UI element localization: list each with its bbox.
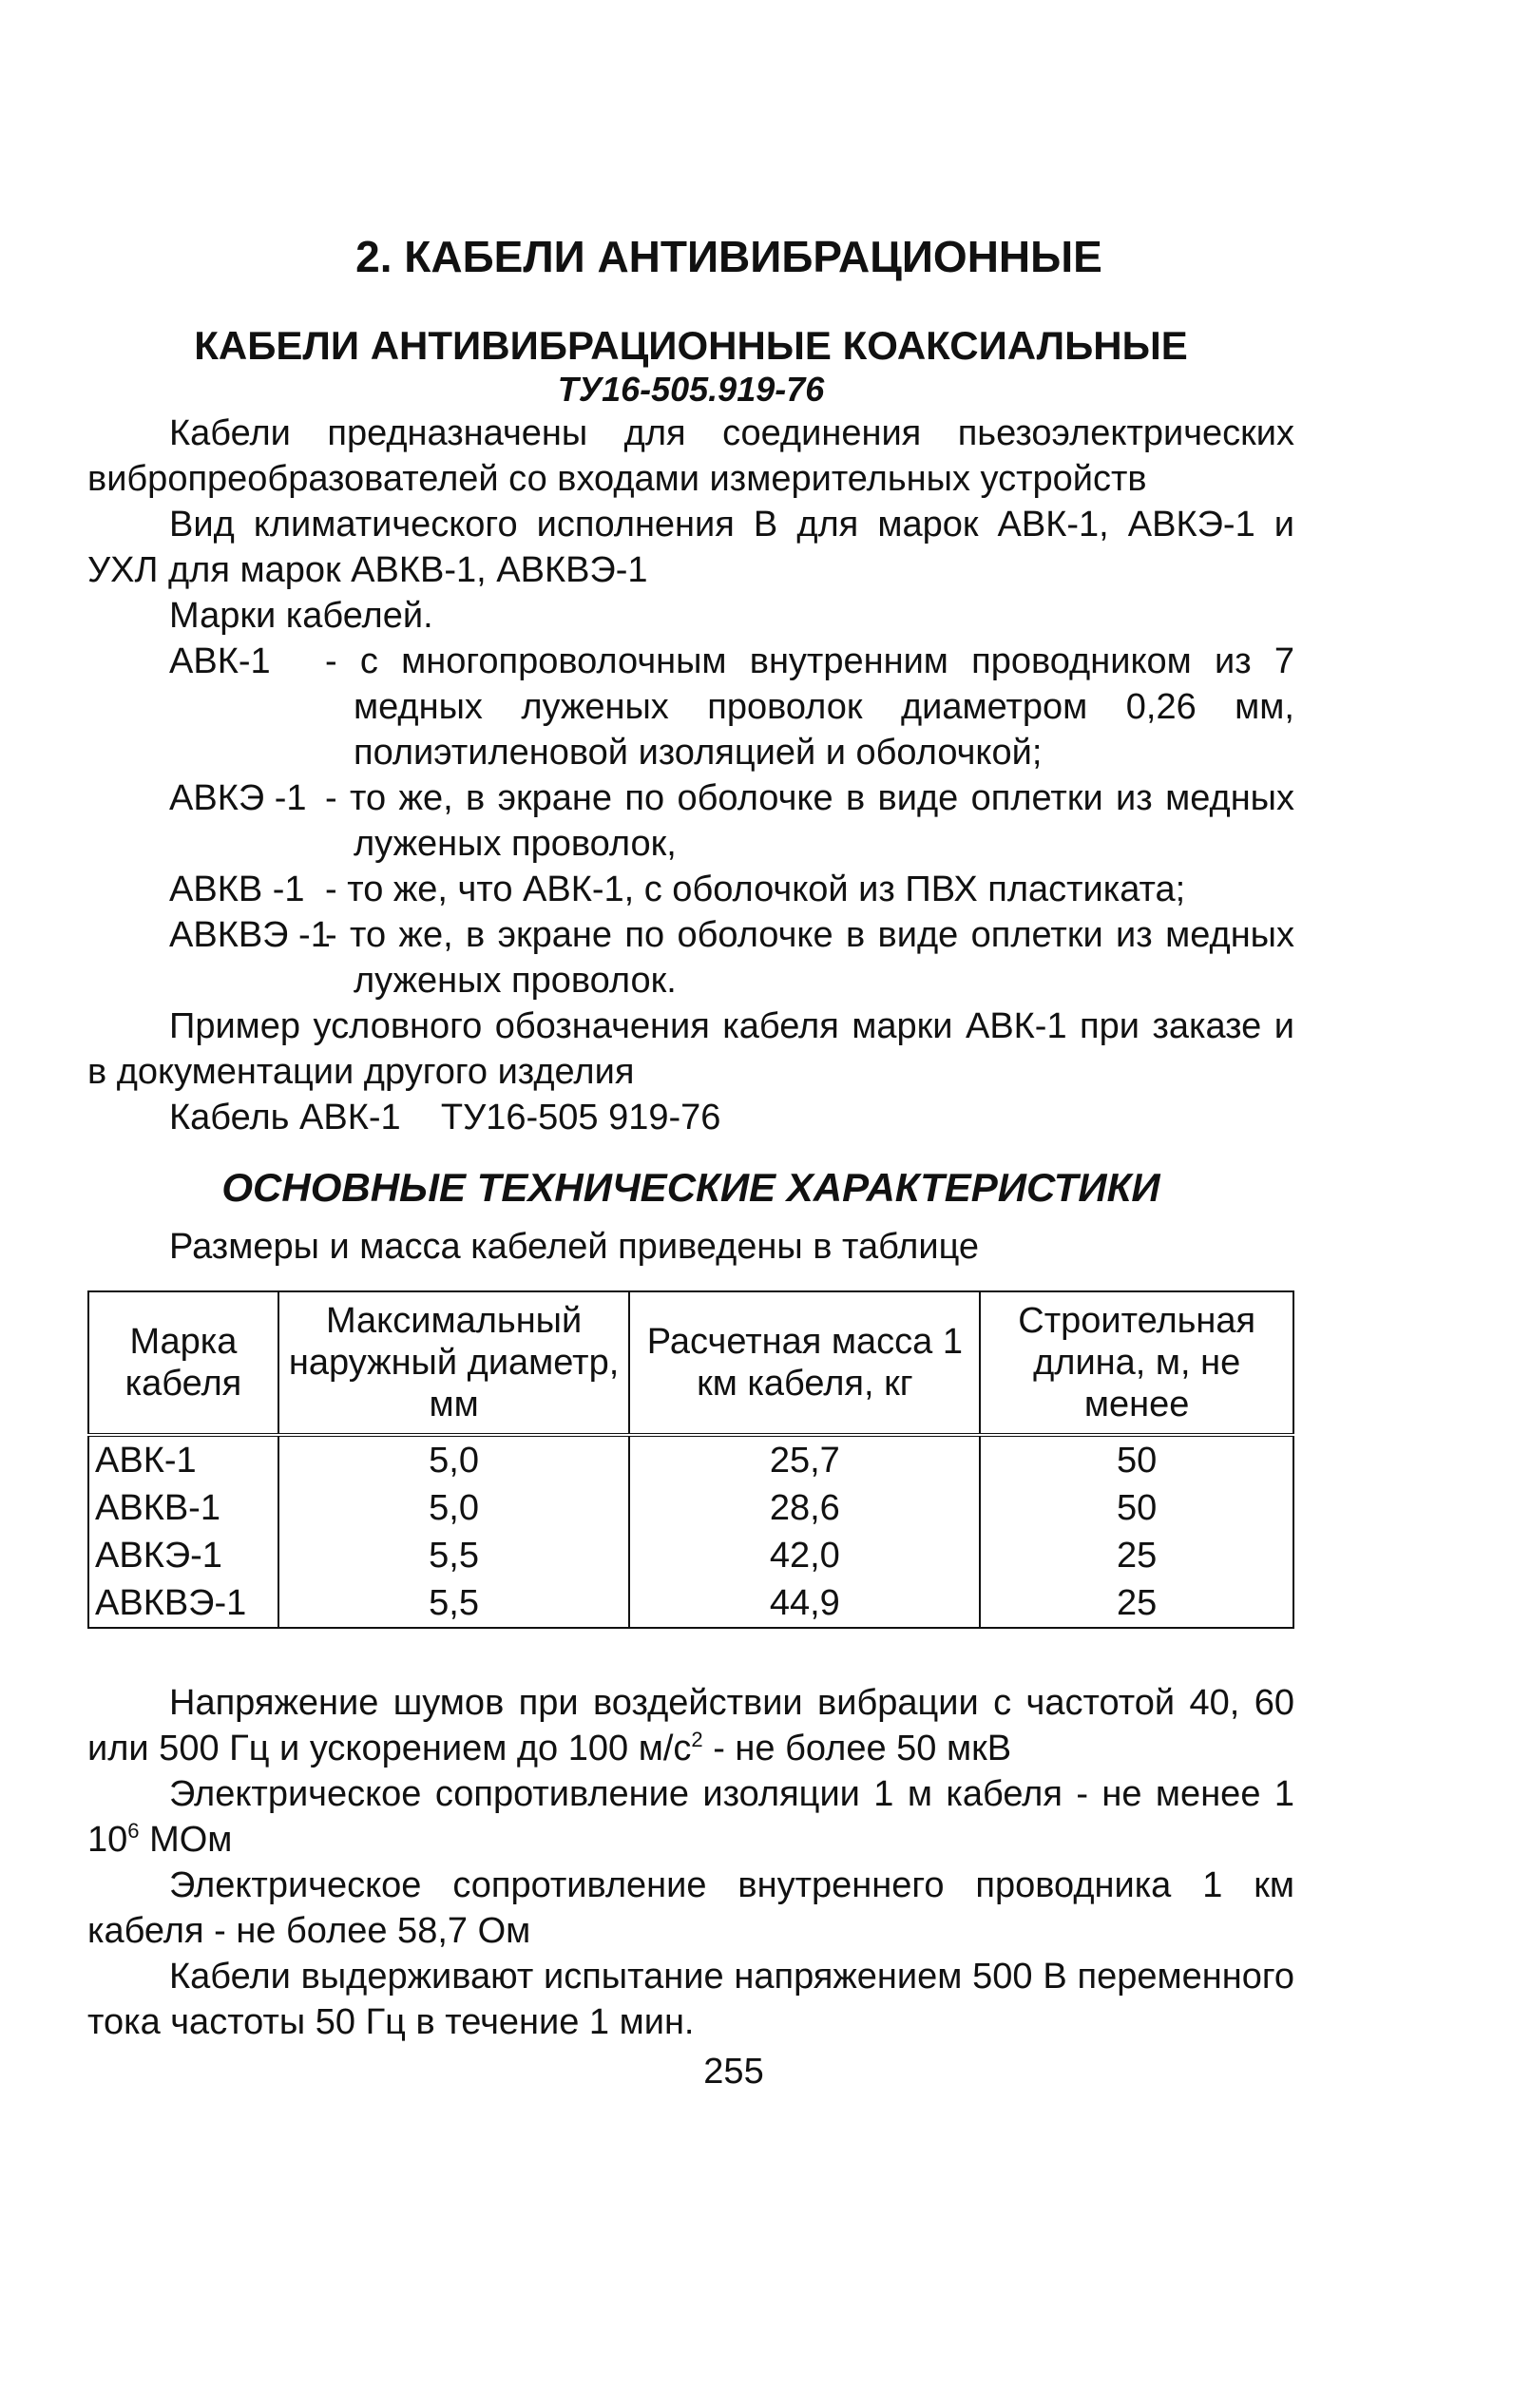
insulation-text: Электрическое сопротивление изоляции 1 м кабеля - не менее 1 10: [87, 1774, 1294, 1860]
brand-description: - то же, что АВК-1, с оболочкой из ПВХ пластиката;: [325, 870, 1186, 909]
cell-length: 50: [980, 1484, 1293, 1532]
cell-mass: 28,6: [629, 1484, 980, 1532]
page-number: 255: [703, 2052, 764, 2092]
cell-brand: АВКЭ-1: [88, 1532, 278, 1579]
conductor-resistance-paragraph: Электрическое сопротивление внутреннего проводника 1 км кабеля - не более 58,7 Ом: [87, 1865, 1294, 1951]
example-paragraph: Пример условного обозначения кабеля марки АВК-1 при заказе и в документации другого изделия: [87, 1006, 1294, 1092]
table-row: [88, 1435, 1293, 1484]
cell-diameter: 5,0: [278, 1435, 630, 1484]
table-row: [88, 1532, 1293, 1579]
brand-code: АВКВЭ -1: [169, 915, 331, 955]
cell-brand: АВК-1: [88, 1435, 278, 1484]
brand-description: - с многопроволочным внутренним проводником из 7 медных луженых проволок диаметром 0,26 мм, полиэтиленовой изоляцией и оболочкой;: [325, 641, 1294, 773]
cell-mass: 44,9: [629, 1579, 980, 1628]
cell-mass: 42,0: [629, 1532, 980, 1579]
header-diameter: Максимальный наружный диаметр, мм: [278, 1291, 630, 1435]
brand-code: АВК-1: [169, 641, 271, 681]
brand-entry: [87, 775, 1294, 867]
brand-entry: [87, 912, 1294, 1003]
table-caption: Размеры и масса кабелей приведены в таблице: [169, 1227, 980, 1267]
document-page: [87, 228, 1294, 2094]
tech-title: ОСНОВНЫЕ ТЕХНИЧЕСКИЕ ХАРАКТЕРИСТИКИ: [221, 1165, 1160, 1210]
voltage-test-paragraph: Кабели выдерживают испытание напряжением 500 В переменного тока частоты 50 Гц в течение 1 мин.: [87, 1957, 1294, 2042]
header-mass: Расчетная масса 1 км кабеля, кг: [629, 1291, 980, 1435]
brand-description: - то же, в экране по оболочке в виде оплетки из медных луженых проволок,: [325, 778, 1294, 864]
brand-code: АВКЭ -1: [169, 778, 307, 818]
cell-length: 25: [980, 1579, 1293, 1628]
cell-brand: АВКВЭ-1: [88, 1579, 278, 1628]
standard-code: ТУ16-505.919-76: [557, 370, 825, 409]
table-row: [88, 1484, 1293, 1532]
cell-brand: АВКВ-1: [88, 1484, 278, 1532]
purpose-paragraph: Кабели предназначены для соединения пьезоэлектрических вибропреобразователей со входами измерительных устройств: [87, 413, 1294, 499]
insulation-unit: МОм: [139, 1820, 233, 1860]
table-row: [88, 1579, 1293, 1628]
brand-code: АВКВ -1: [169, 870, 305, 909]
brands-label: Марки кабелей.: [169, 596, 433, 636]
cell-length: 50: [980, 1435, 1293, 1484]
cell-diameter: 5,5: [278, 1532, 630, 1579]
header-length: Строительная длина, м, не менее: [980, 1291, 1293, 1435]
cell-length: 25: [980, 1532, 1293, 1579]
brand-entry: [87, 639, 1294, 775]
section-title: 2. КАБЕЛИ АНТИВИБРАЦИОННЫЕ: [355, 232, 1102, 281]
insulation-paragraph: [87, 1771, 1294, 1863]
cell-diameter: 5,5: [278, 1579, 630, 1628]
cable-spec-table: [87, 1290, 1294, 1629]
climate-paragraph: Вид климатического исполнения В для марок АВК-1, АВКЭ-1 и УХЛ для марок АВКВ-1, АВКВЭ-1: [87, 505, 1294, 590]
brand-description: - то же, в экране по оболочке в виде оплетки из медных луженых проволок.: [325, 915, 1294, 1001]
insulation-exponent: 6: [127, 1819, 140, 1843]
header-brand: Марка кабеля: [88, 1291, 278, 1435]
noise-text: Напряжение шумов при воздействии вибрации с частотой 40, 60 или 500 Гц и ускорением до 100 м/с: [87, 1683, 1294, 1768]
brand-entry: [87, 867, 1294, 912]
subsection-title: КАБЕЛИ АНТИВИБРАЦИОННЫЕ КОАКСИАЛЬНЫЕ: [194, 323, 1188, 368]
cell-diameter: 5,0: [278, 1484, 630, 1532]
table-header-row: [88, 1291, 1293, 1435]
noise-exponent: 2: [691, 1728, 703, 1751]
example-designation: Кабель АВК-1 ТУ16-505 919-76: [169, 1098, 721, 1137]
noise-paragraph: [87, 1680, 1294, 1771]
noise-limit: - не более 50 мкВ: [702, 1729, 1012, 1768]
cell-mass: 25,7: [629, 1435, 980, 1484]
